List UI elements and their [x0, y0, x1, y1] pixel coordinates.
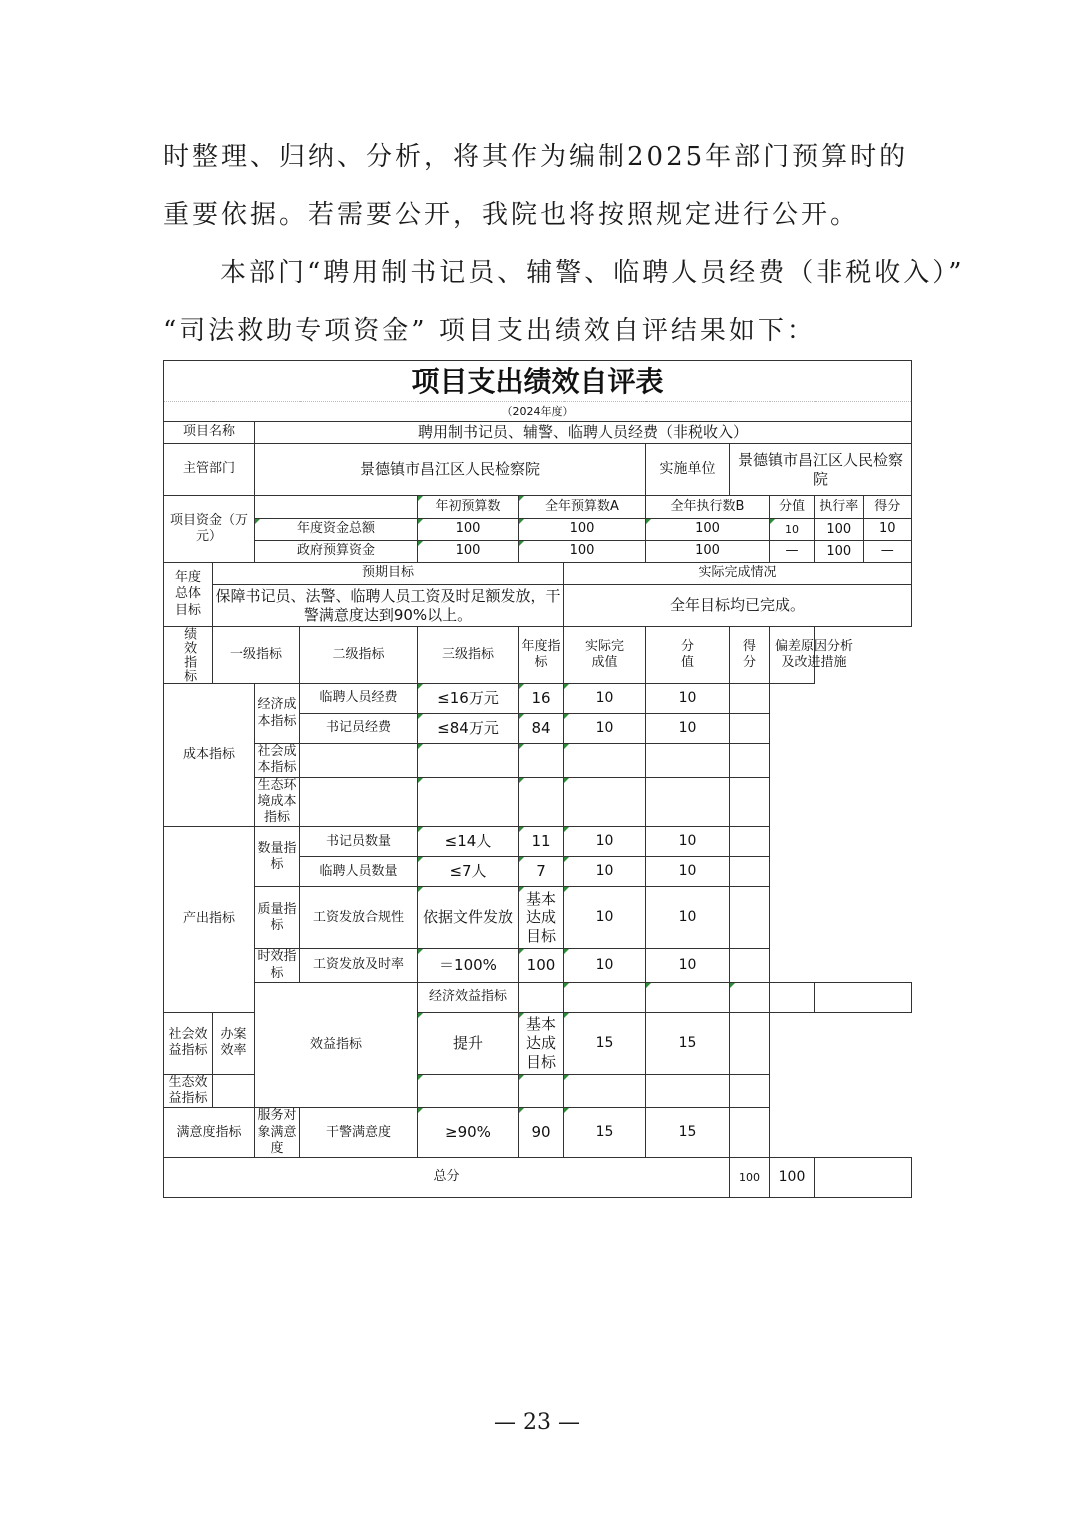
deviation-cell — [730, 887, 770, 949]
level3-indicator — [213, 1074, 255, 1108]
table-year: （2024年度） — [164, 402, 912, 422]
earned-value: 10 — [646, 714, 730, 744]
level2-indicator: 社会成本指标 — [255, 744, 300, 778]
performance-table — [163, 360, 911, 1198]
score-value — [564, 744, 646, 778]
deviation-cell — [730, 949, 770, 983]
level1-indicator: 成本指标 — [164, 684, 255, 827]
deviation-cell — [730, 684, 770, 714]
funds-header: 执行率 — [815, 496, 864, 518]
score-value: 10 — [564, 857, 646, 887]
funds-cell: 100 — [519, 541, 646, 563]
dept-value: 景德镇市昌江区人民检察院 — [255, 444, 646, 496]
paragraph-line: 时整理、归纳、分析，将其作为编制2025年部门预算时的 — [163, 142, 909, 172]
project-name: 聘用制书记员、辅警、临聘人员经费（非税收入） — [255, 422, 912, 444]
total-score: 100 — [730, 1158, 770, 1198]
earned-value — [646, 1074, 730, 1108]
funds-cell: 100 — [418, 541, 519, 563]
level3-indicator — [519, 982, 564, 1012]
score-value: 10 — [564, 714, 646, 744]
table-title: 项目支出绩效自评表 — [164, 361, 912, 402]
actual-value: 84 — [519, 714, 564, 744]
funds-header: 全年预算数A — [519, 496, 646, 519]
actual-value — [519, 777, 564, 827]
paragraph-line: 本部门“聘用制书记员、辅警、临聘人员经费（非税收入）” — [220, 258, 965, 288]
level3-indicator: 书记员数量 — [300, 827, 418, 857]
actual-value: 16 — [519, 684, 564, 714]
actual-value — [646, 982, 730, 1012]
funds-cell: 100 — [815, 519, 864, 540]
goal-expected-header: 预期目标 — [213, 563, 564, 585]
annual-target: ≤7人 — [418, 857, 519, 887]
actual-value: 11 — [519, 827, 564, 857]
funds-cell: 100 — [646, 519, 770, 541]
annual-target: 提升 — [418, 1012, 519, 1074]
actual-value: 100 — [519, 949, 564, 983]
earned-value: 10 — [646, 827, 730, 857]
level2-indicator: 数量指标 — [255, 827, 300, 887]
score-value: 15 — [564, 1108, 646, 1158]
level2-indicator: 经济成本指标 — [255, 684, 300, 744]
perf-header: 年度指标 — [519, 627, 564, 684]
funds-cell: 100 — [418, 519, 519, 541]
funds-header: 年初预算数 — [418, 496, 519, 519]
earned-value: 10 — [646, 887, 730, 949]
deviation-cell — [730, 1108, 770, 1158]
total-label: 总分 — [164, 1158, 730, 1198]
perf-header: 得分 — [730, 627, 770, 684]
actual-value — [519, 744, 564, 778]
annual-target — [418, 777, 519, 827]
impl-value: 景德镇市昌江区人民检察院 — [730, 444, 912, 496]
level2-indicator: 生态环境成本指标 — [255, 777, 300, 827]
level1-indicator: 效益指标 — [255, 982, 418, 1108]
goal-actual-header: 实际完成情况 — [564, 563, 912, 585]
deviation-cell — [730, 1074, 770, 1108]
funds-row-label: 政府预算资金 — [255, 541, 418, 563]
annual-target: ≤84万元 — [418, 714, 519, 744]
level2-indicator: 时效指标 — [255, 949, 300, 983]
earned-value: 10 — [646, 949, 730, 983]
level2-indicator: 质量指标 — [255, 887, 300, 949]
funds-row-label: 年度资金总额 — [255, 519, 418, 541]
earned-value — [770, 982, 815, 1012]
perf-header: 偏差原因分析及改进措施 — [770, 627, 815, 684]
earned-value: 15 — [646, 1012, 730, 1074]
level3-indicator — [300, 744, 418, 778]
funds-cell: 10 — [770, 519, 815, 541]
perf-header: 实际完成值 — [564, 627, 646, 684]
page-number: — 23 — — [494, 1410, 580, 1435]
actual-value: 7 — [519, 857, 564, 887]
funds-cell: — — [770, 541, 815, 563]
deviation-cell — [730, 744, 770, 778]
level1-indicator: 产出指标 — [164, 827, 255, 1013]
actual-value: 90 — [519, 1108, 564, 1158]
actual-value: 基本达成目标 — [519, 887, 564, 949]
annual-target: ≥90% — [418, 1108, 519, 1158]
perf-header: 二级指标 — [300, 627, 418, 684]
level3-indicator: 工资发放合规性 — [300, 887, 418, 949]
goal-expected: 保障书记员、法警、临聘人员工资及时足额发放，干警满意度达到90%以上。 — [213, 585, 564, 627]
total-earned: 100 — [770, 1158, 815, 1198]
score-value: 10 — [564, 684, 646, 714]
dept-label: 主管部门 — [164, 444, 255, 496]
goal-label: 年度总体目标 — [164, 563, 213, 627]
actual-value: 基本达成目标 — [519, 1012, 564, 1074]
annual-target: ≤14人 — [418, 827, 519, 857]
deviation-cell — [730, 777, 770, 827]
deviation-cell — [730, 1012, 770, 1074]
level3-indicator: 干警满意度 — [300, 1108, 418, 1158]
paragraph-line: “司法救助专项资金” 项目支出绩效自评结果如下： — [163, 316, 816, 346]
earned-value: 10 — [646, 857, 730, 887]
annual-target — [418, 744, 519, 778]
earned-value — [646, 744, 730, 778]
score-value: 15 — [564, 1012, 646, 1074]
annual-target — [418, 1074, 519, 1108]
funds-header: 全年执行数B — [646, 496, 770, 519]
level3-indicator: 书记员经费 — [300, 714, 418, 744]
level3-indicator: 工资发放及时率 — [300, 949, 418, 983]
level3-indicator — [300, 777, 418, 827]
level2-indicator: 经济效益指标 — [418, 982, 519, 1012]
funds-cell: — — [880, 543, 894, 559]
level2-indicator: 社会效益指标 — [164, 1012, 213, 1074]
funds-label: 项目资金（万元） — [164, 496, 255, 563]
deviation-cell — [730, 827, 770, 857]
funds-header: 分值 — [770, 496, 815, 519]
annual-target — [564, 982, 646, 1012]
score-value — [730, 982, 770, 1012]
total-deviation — [815, 1158, 912, 1198]
goal-actual: 全年目标均已完成。 — [564, 585, 912, 627]
impl-label: 实施单位 — [646, 444, 730, 496]
level1-indicator: 满意度指标 — [164, 1108, 255, 1158]
funds-cell: 10 — [879, 521, 896, 537]
annual-target: ≤16万元 — [418, 684, 519, 714]
earned-value: 10 — [646, 684, 730, 714]
earned-value: 15 — [646, 1108, 730, 1158]
funds-cell: 100 — [519, 519, 646, 541]
funds-cell: 100 — [815, 541, 864, 562]
deviation-cell — [815, 982, 912, 1012]
annual-target: 依据文件发放 — [418, 887, 519, 949]
actual-value — [519, 1074, 564, 1108]
score-value — [564, 777, 646, 827]
level3-indicator: 临聘人员经费 — [300, 684, 418, 714]
perf-header: 三级指标 — [418, 627, 519, 684]
paragraph-line: 重要依据。若需要公开，我院也将按照规定进行公开。 — [163, 200, 860, 230]
perf-label: 绩效指标 — [164, 627, 213, 684]
deviation-cell — [730, 857, 770, 887]
deviation-cell — [730, 714, 770, 744]
level2-indicator: 服务对象满意度 — [255, 1108, 300, 1158]
perf-header: 分值 — [646, 627, 730, 684]
score-value — [564, 1074, 646, 1108]
earned-value — [646, 777, 730, 827]
funds-header: 得分 — [874, 498, 901, 514]
funds-cell: 100 — [646, 541, 770, 563]
score-value: 10 — [564, 949, 646, 983]
perf-header: 一级指标 — [213, 627, 300, 684]
level3-indicator: 临聘人员数量 — [300, 857, 418, 887]
annual-target: ＝100% — [418, 949, 519, 983]
level3-indicator: 办案效率 — [213, 1012, 255, 1074]
level2-indicator: 生态效益指标 — [164, 1074, 213, 1108]
score-value: 10 — [564, 827, 646, 857]
project-name-label: 项目名称 — [164, 422, 255, 444]
score-value: 10 — [564, 887, 646, 949]
